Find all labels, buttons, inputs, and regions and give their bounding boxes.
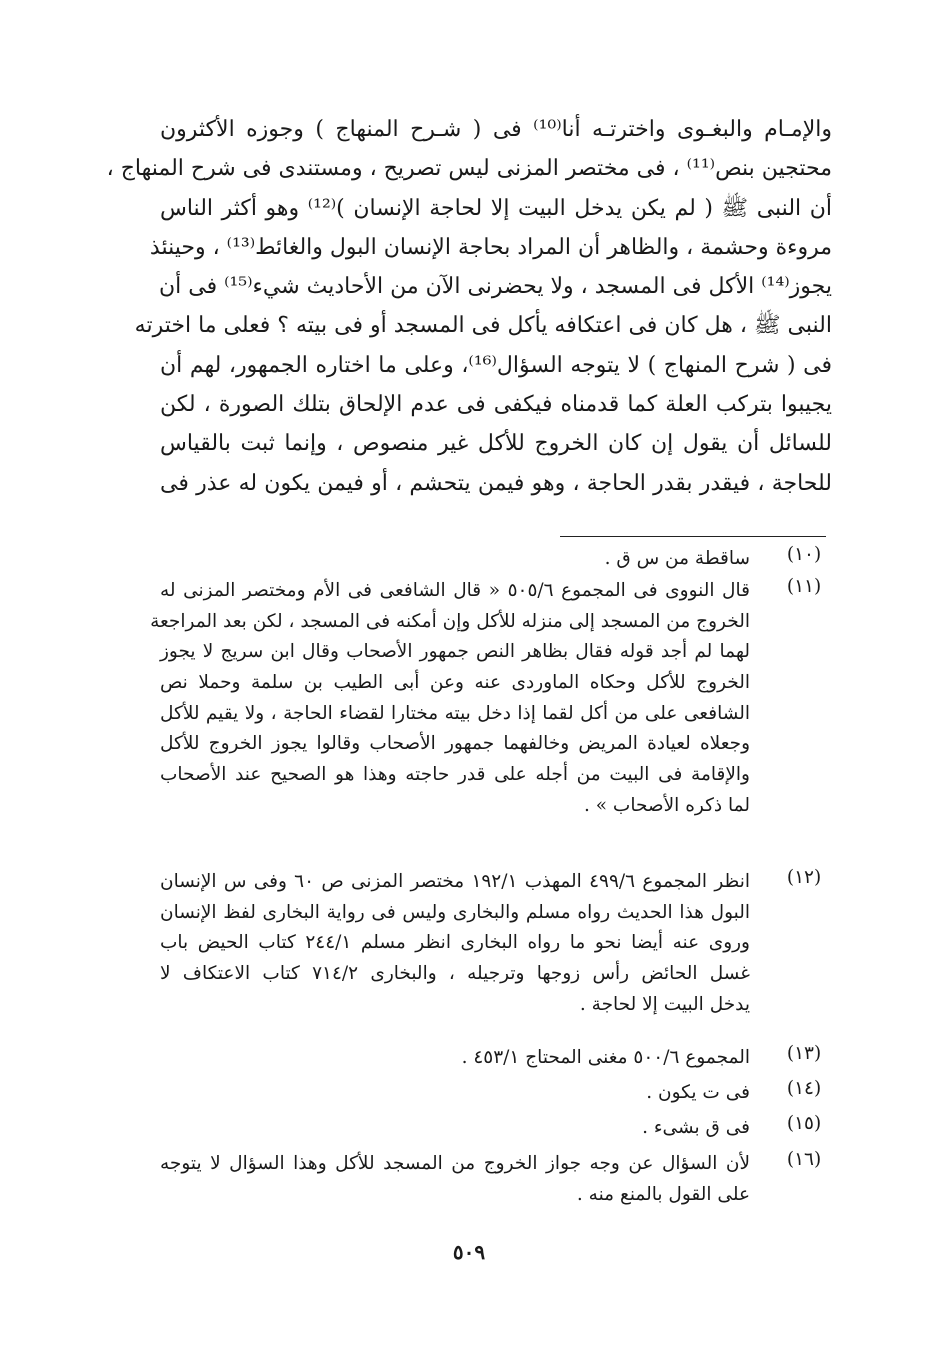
footnote-line: غسل الحائض رأس زوجها وترجيله ، والبخارى ٧١٤/٢ كتاب الاعتكاف لا — [160, 963, 750, 985]
footnote-line: يدخل البيت إلا لحاجة . — [579, 993, 750, 1015]
footnote-line: فى ق بشىء . — [642, 1117, 750, 1138]
footnote-number: (١١) — [786, 576, 822, 597]
footnote-line: وجعلاه لعيادة المريض وخالفهما جمهور الأصحاب وقالوا يجوز الخروج للأكل — [160, 733, 750, 755]
main-text-line: مروءة وحشمة ، والظاهر أن المراد بحاجة الإنسان البول والغائط⁽¹³⁾ ، وحينئذ — [149, 234, 832, 260]
main-text-line: للحاجة ، فيقدر بقدر الحاجة ، وهو فيمن يتحشم ، أو فيمن يكون له عذر فى — [160, 470, 832, 496]
footnote-line: انظر المجموع ٤٩٩/٦ المهذب ١٩٢/١ مختصر المزنى ص ٦٠ وفى س الإنسان — [160, 871, 750, 892]
footnote-line: فى ت يكون . — [646, 1082, 750, 1103]
main-text-block — [106, 110, 833, 503]
footnote-number: (١٦) — [786, 1149, 822, 1170]
page-number: ٥٠٩ — [452, 1240, 486, 1264]
footnote-line: المجموع ٥٠٠/٦ مغنى المحتاج ٤٥٣/١ . — [461, 1047, 750, 1068]
footnote-line: وروى عنه أيضا نحو ما رواه البخارى انظر مسلم ٢٤٤/١ كتاب الحيض باب — [160, 932, 750, 954]
footnote-line: البول هذا الحديث رواه مسلم والبخارى وليس فى رواية البخارى لفظ الإنسان — [160, 901, 750, 923]
main-text-line: فى ( شرح المنهاج ) لا يتوجه السؤال⁽¹⁶⁾، وعلى ما اختاره الجمهور، لهم أن — [160, 352, 833, 378]
main-text-line: محتجين بنص⁽¹¹⁾ ، فى مختصر المزنى ليس تصريح ، ومستندى فى شرح المنهاج ، — [106, 156, 832, 182]
footnote-line: على القول بالمنع منه . — [576, 1183, 750, 1205]
footnote-line: الخروج للأكل وحكاه الماوردى عنه وعن أبى الطيب بن سلمة وحملا نص — [160, 672, 750, 694]
footnote-number: (١٠) — [786, 544, 822, 565]
footnote-line: قال النووى فى المجموع ٥٠٥/٦ « قال الشافعى فى الأم ومختصر المزنى له — [160, 580, 750, 601]
footnote-number: (١٢) — [786, 867, 822, 888]
main-text-line: للسائل أن يقول إن كان الخروج للأكل غير منصوص ، وإنما ثبت بالقياس — [160, 431, 832, 457]
footnote-line: والإقامة فى البيت من أجله على قدر حاجته وهذا هو الصحيح عند الأصحاب — [160, 764, 750, 786]
footnote-line: الشافعى على من أكل لقما إذا دخل بيته مختارا لقضاء الحاجة ، ولا يقيم للأكل — [160, 702, 750, 724]
footnote-number: (١٤) — [786, 1078, 822, 1099]
footnote-line: الخروج من المسجد إلى منزله للأكل وإن أمكنه فى المسجد ، لكن بعد المراجعة — [150, 610, 750, 632]
main-text-line: يجيبوا بتركب العلة كما قدمناه فيكفى فى عدم الإلحاق بتلك الصورة ، لكن — [160, 392, 832, 418]
main-text-line: والإمـام والبغـوى واخترتـه أنا⁽¹⁰⁾ فى ( شـرح المنهاج ) وجوزه الأكثرون — [160, 117, 833, 142]
footnote-line: لما ذكره الأصحاب » . — [583, 794, 750, 816]
footnote-line: ساقطة من س ق . — [604, 548, 750, 569]
main-text-line: أن النبى ﷺ ( لم يكن يدخل البيت إلا لحاجة الإنسان )⁽¹²⁾ وهو أكثر الناس — [160, 195, 832, 221]
footnote-line: لهما لم أجد قوله فقال بظاهر النص جمهور الأصحاب وقال ابن سريج لا يجوز — [160, 641, 750, 663]
footnote-line: لأن السؤال عن وجه جواز الخروج من المسجد للأكل وهذا السؤال لا يتوجه — [160, 1153, 750, 1174]
main-text-line: يجوز⁽¹⁴⁾ الأكل فى المسجد ، ولا يحضرنى الآن من الأحاديث شيء⁽¹⁵⁾ فى أن — [158, 274, 832, 300]
footnote-separator-rule — [560, 536, 826, 537]
main-text-line: النبى ﷺ ، هل كان فى اعتكافه يأكل فى المسجد أو فى بيته ؟ فعلى ما اخترته — [134, 313, 832, 339]
footnote-number: (١٥) — [786, 1113, 822, 1134]
footnote-number: (١٣) — [786, 1043, 822, 1064]
